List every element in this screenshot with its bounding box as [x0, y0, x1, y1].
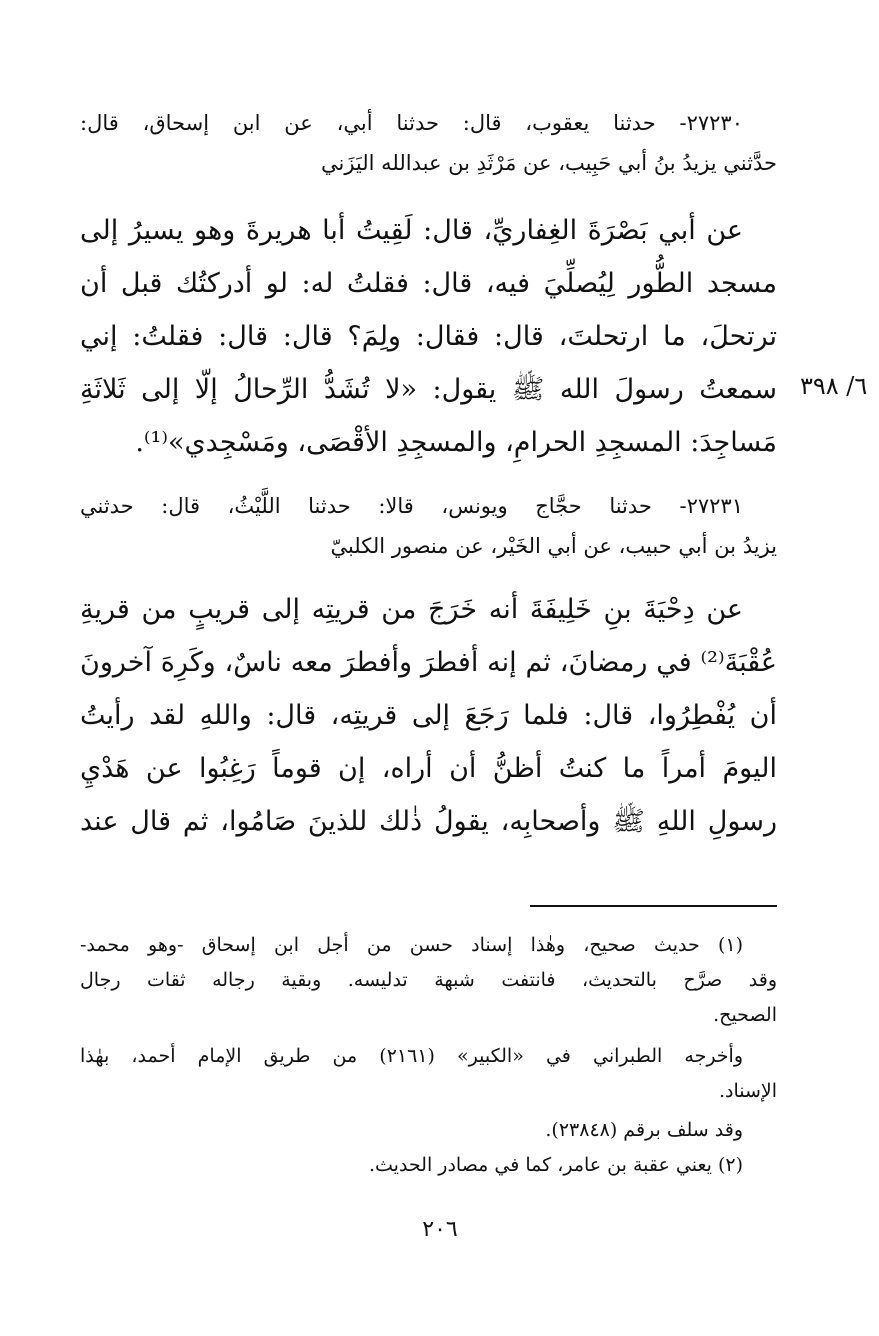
footnote-line: وأخرجه الطبراني في «الكبير» (٢١٦١) من طريق الإمام أحمد، بهٰذا: [80, 1045, 744, 1067]
text-line: حدَّثني يزيدُ بنُ أبي حَبِيب، عن مَرْثَدِ بن عبدالله اليَزَني: [320, 151, 777, 175]
text-line: عن أبي بَصْرَةَ الغِفاريِّ، قال: لَقِيتُ أبا هريرةَ وهو يسيرُ إلى: [80, 215, 743, 246]
margin-volume-page-reference: ٦/ ٣٩٨: [800, 372, 868, 400]
footnote-line: وقد صرَّح بالتحديث، فانتفت شبهة تدليسه. وبقية رجاله ثقات رجال: [80, 969, 777, 991]
footnote-separator: [530, 905, 777, 907]
footnote-line: (١) حديث صحيح، وهٰذا إسناد حسن من أجل ابن إسحاق -وهو محمد-: [80, 934, 743, 956]
footnote-line: (٢) يعني عقبة بن عامر، كما في مصادر الحديث.: [368, 1154, 743, 1176]
hadith-27231-isnad: [80, 486, 777, 566]
text-line: مسجد الطُّور لِيُصلِّيَ فيه، قال: فقلتُ له: لو أدركتُك قبل أن: [80, 268, 777, 299]
text-line: اليومَ أمراً ما كنتُ أظنُّ أن أراه، إن قوماً رَغِبُوا عن هَدْيِ: [80, 753, 777, 784]
text-line: سمعتُ رسولَ الله ﷺ يقول: «لا تُشَدُّ الرِّحالُ إلّا إلى ثَلاثَةِ: [80, 374, 777, 405]
text-line: يزيدُ بن أبي حبيب، عن أبي الخَيْر، عن منصور الكلبيّ: [330, 534, 777, 558]
text-line: عُقْبَةَ⁽²⁾ في رمضانَ، ثم إنه أفطرَ وأفطرَ معه ناسٌ، وكَرِهَ آخرونَ: [80, 647, 777, 678]
text-line: ٢٧٢٣٠- حدثنا يعقوب، قال: حدثنا أبي، عن ابن إسحاق، قال:: [80, 111, 743, 135]
text-line: ترتحلَ، ما ارتحلتَ، قال: فقال: ولِمَ؟ قال: قال: فقلتُ: إني: [80, 321, 777, 352]
footnote-line: الإسناد.: [718, 1080, 777, 1102]
hadith-27231-matn: [80, 583, 777, 848]
footnotes: [80, 928, 777, 1183]
text-line: ٢٧٢٣١- حدثنا حجَّاج ويونس، قالا: حدثنا اللَّيْثُ، قال: حدثني: [80, 494, 743, 518]
footnote-line: الصحيح.: [713, 1004, 777, 1026]
text-line: مَساجِدَ: المسجِدِ الحرامِ، والمسجِدِ الأقْصَى، ومَسْجِدي»⁽¹⁾.: [135, 427, 777, 458]
footnote-line: وقد سلف برقم (٢٣٨٤٨).: [545, 1119, 743, 1141]
hadith-27230-isnad: [80, 103, 777, 183]
text-line: رسولِ اللهِ ﷺ وأصحابِه، يقولُ ذٰلك للذينَ صَامُوا، ثم قال عند: [80, 806, 777, 837]
text-line: أن يُفْطِرُوا، قال: فلما رَجَعَ إلى قريتِه، قال: واللهِ لقد رأيتُ: [80, 700, 777, 731]
hadith-27230-matn: [80, 204, 777, 469]
text-line: عن دِحْيَةَ بنِ خَلِيفَةَ أنه خَرَجَ من قريتِه إلى قريبٍ من قريةِ: [80, 594, 743, 625]
page-number: ٢٠٦: [422, 1217, 458, 1242]
